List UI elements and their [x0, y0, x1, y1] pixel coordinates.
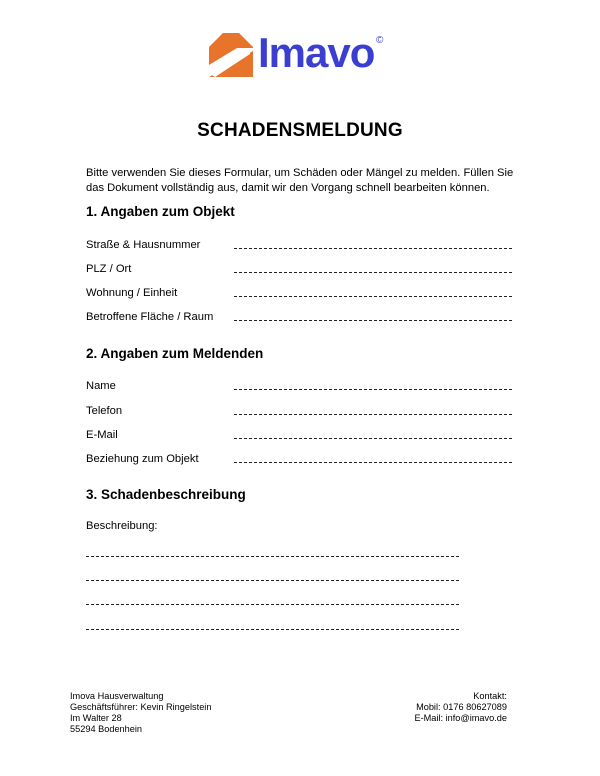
field-affected-area[interactable]: [86, 310, 512, 324]
footer-contact-info: [414, 691, 507, 724]
intro-line-2: das Dokument vollständig aus, damit wir den Vorgang schnell bearbeiten können.: [86, 182, 490, 194]
footer-mobile: Mobil: 0176 80627089: [416, 702, 507, 712]
footer-city: 55294 Bodenhein: [70, 724, 143, 734]
field-label: Name: [86, 380, 116, 392]
description-line-4[interactable]: [86, 629, 459, 630]
description-label: Beschreibung:: [86, 520, 158, 532]
footer-company: Imova Hausverwaltung: [70, 691, 164, 701]
zip-city-input-line[interactable]: [234, 272, 512, 273]
document-title: SCHADENSMELDUNG: [197, 120, 403, 141]
description-line-3[interactable]: [86, 604, 459, 605]
field-label: Beziehung zum Objekt: [86, 453, 199, 465]
field-label: Betroffene Fläche / Raum: [86, 311, 214, 323]
field-unit[interactable]: [86, 286, 512, 300]
field-label: Telefon: [86, 405, 123, 417]
email-input-line[interactable]: [234, 438, 512, 439]
field-label: PLZ / Ort: [86, 263, 132, 275]
footer-contact-heading: Kontakt:: [473, 691, 507, 701]
affected-area-input-line[interactable]: [234, 320, 512, 321]
field-street[interactable]: [86, 238, 512, 252]
field-label: E-Mail: [86, 429, 118, 441]
copyright-icon: ©: [376, 35, 384, 46]
field-label: Straße & Hausnummer: [86, 239, 201, 251]
brand-logo: [209, 29, 389, 79]
field-relationship[interactable]: [86, 452, 512, 466]
field-email[interactable]: [86, 428, 512, 442]
field-label: Wohnung / Einheit: [86, 287, 178, 299]
field-name[interactable]: [86, 379, 512, 393]
description-line-2[interactable]: [86, 580, 459, 581]
intro-text: [86, 166, 526, 196]
footer-street: Im Walter 28: [70, 713, 122, 723]
section-heading-damage: 3. Schadenbeschreibung: [86, 487, 246, 502]
section-heading-reporter: 2. Angaben zum Meldenden: [86, 346, 264, 361]
intro-line-1: Bitte verwenden Sie dieses Formular, um Schäden oder Mängel zu melden. Füllen Sie: [86, 167, 514, 179]
brand-name: Imavo: [258, 29, 375, 76]
field-phone[interactable]: [86, 404, 512, 418]
footer-manager: Geschäftsführer: Kevin Ringelstein: [70, 702, 212, 712]
footer-company-info: [70, 691, 211, 735]
street-input-line[interactable]: [234, 248, 512, 249]
description-line-1[interactable]: [86, 556, 459, 557]
phone-input-line[interactable]: [234, 414, 512, 415]
field-zip-city[interactable]: [86, 262, 512, 276]
section-heading-object: 1. Angaben zum Objekt: [86, 204, 235, 219]
name-input-line[interactable]: [234, 389, 512, 390]
unit-input-line[interactable]: [234, 296, 512, 297]
relationship-input-line[interactable]: [234, 462, 512, 463]
house-roof-logo-icon: [209, 33, 253, 77]
footer-email: E-Mail: info@imavo.de: [414, 713, 507, 723]
